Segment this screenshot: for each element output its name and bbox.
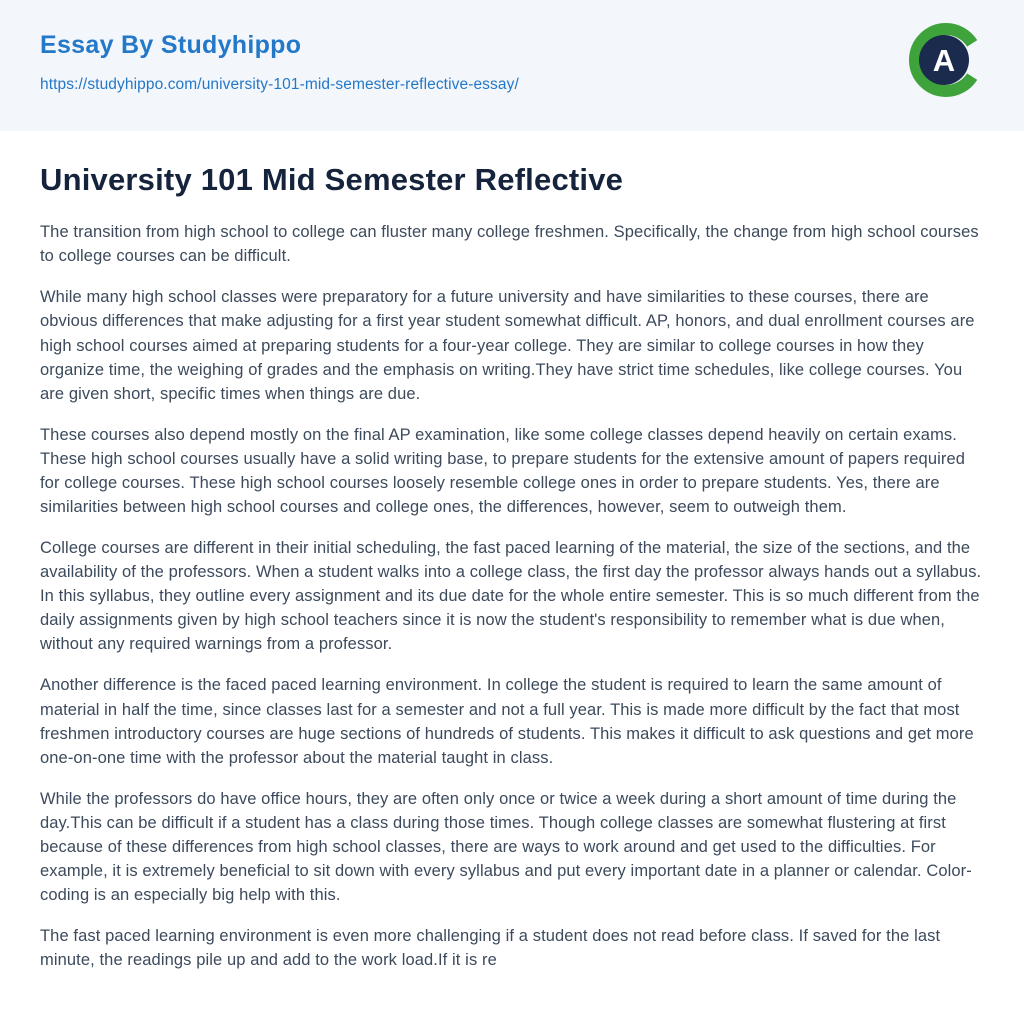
essay-body (40, 220, 984, 972)
essay-paragraph: College courses are different in their initial scheduling, the fast paced learning of the material, the size of the sections, and the availability of the professors. When a student walks into a college class, the first day the professor always hands out a syllabus. In this syllabus, they outline every assignment and its due date for the whole entire semester. This is so much different from the daily assignments given by high school teachers since it is now the student's responsibility to remember what is due when, without any required warnings from a professor. (40, 539, 982, 654)
essay-paragraph: These courses also depend mostly on the final AP examination, like some college classes depend heavily on certain exams. These high school courses usually have a solid writing base, to prepare students for the extensive amount of papers required for college courses. These high school courses loosely resemble college ones in order to prepare students. Yes, there are similarities between high school courses and college ones, the differences, however, seem to outweigh them. (40, 425, 966, 516)
page-title: University 101 Mid Semester Reflective (40, 162, 624, 197)
logo-letter: A (932, 43, 956, 78)
essay-paragraph: The transition from high school to college can fluster many college freshmen. Specifically, the change from high school courses to college courses can be difficult. (40, 223, 979, 266)
essay-paragraph: The fast paced learning environment is even more challenging if a student does not read before class. If saved for the last minute, the readings pile up and add to the work load.If it is re (40, 927, 941, 970)
header (0, 0, 1024, 131)
source-url-link[interactable]: https://studyhippo.com/university-101-mid-semester-reflective-essay/ (40, 76, 519, 93)
studyhippo-logo-icon (908, 22, 984, 98)
essay-paragraph: Another difference is the faced paced learning environment. In college the student is required to learn the same amount of material in half the time, since classes last for a semester and not a full year. This is made more difficult by the fact that most freshmen introductory courses are huge sections of hundreds of students. This makes it difficult to ask questions and get more one-on-one time with the professor about the material taught in class. (40, 676, 974, 767)
essay-paragraph: While the professors do have office hours, they are often only once or twice a week during a short amount of time during the day.This can be difficult if a student has a class during those times. Though college classes are somewhat flustering at first because of these differences from high school classes, there are ways to work around and get used to the difficulties. For example, it is extremely beneficial to sit down with every syllabus and put every important date in a planner or calendar. Color-coding is an especially big help with this. (40, 789, 972, 905)
studyhippo-logo[interactable] (908, 22, 984, 98)
brand-title: Essay By Studyhippo (40, 31, 302, 59)
essay-paragraph: While many high school classes were preparatory for a future university and have similarities to these courses, there are obvious differences that make adjusting for a first year student somewhat difficult. AP, honors, and dual enrollment courses are high school courses aimed at preparing students for a four-year college. They are similar to college courses in how they organize time, the weighing of grades and the emphasis on writing.They have strict time schedules, like college courses. You are given short, specific times when things are due. (40, 288, 975, 403)
article-content (0, 131, 1024, 972)
